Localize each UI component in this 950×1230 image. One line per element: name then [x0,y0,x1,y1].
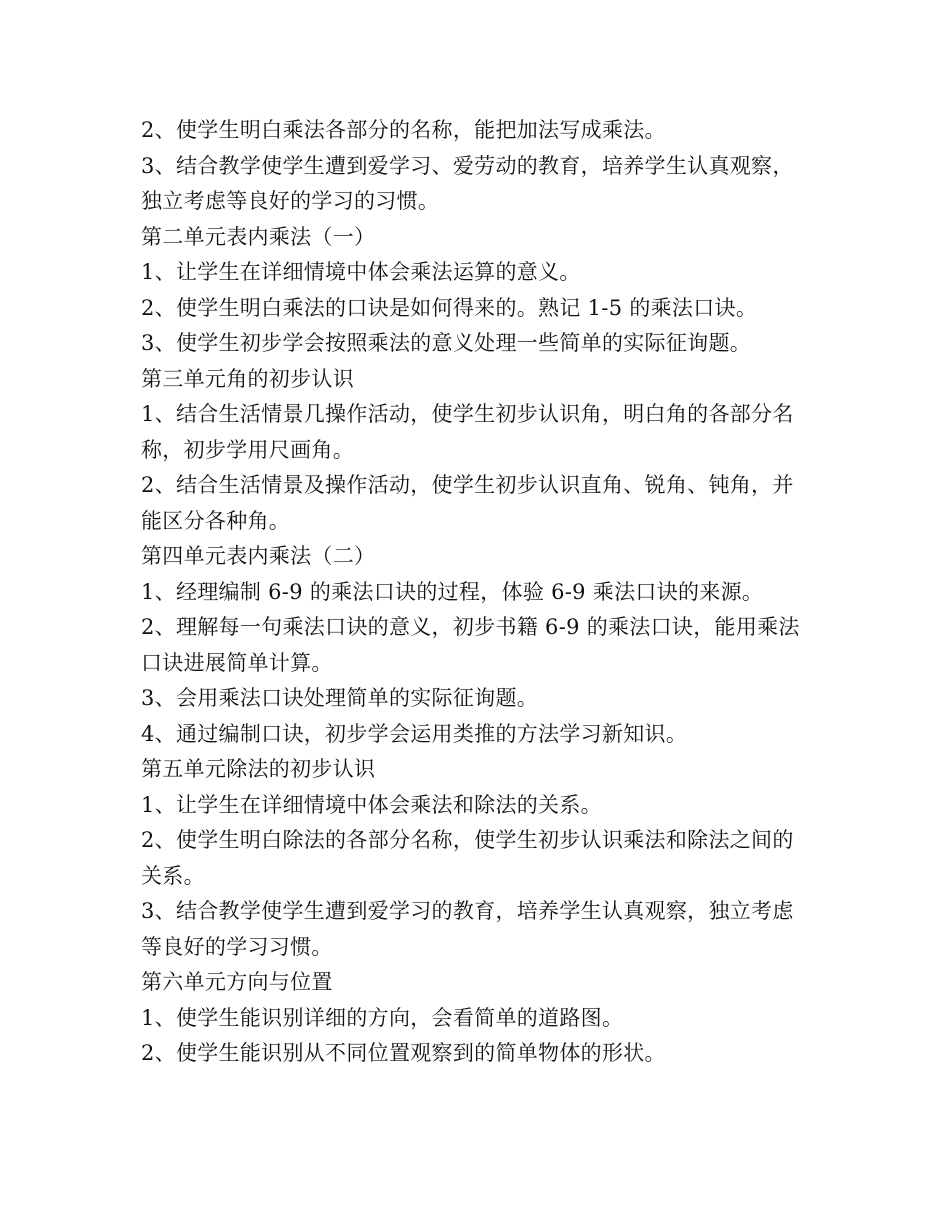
objective-line: 2、使学生能识别从不同位置观察到的简单物体的形状。 [141,1041,666,1065]
objective-line: 3、使学生初步学会按照乘法的意义处理一些简单的实际征询题。 [141,331,752,355]
objective-line: 1、让学生在详细情境中体会乘法和除法的关系。 [141,792,602,817]
objective-line: 1、让学生在详细情境中体会乘法运算的意义。 [141,260,581,284]
objective-line-continued: 等良好的学习习惯。 [141,934,333,959]
objective-line: 2、理解每一句乘法口诀的意义，初步书籍 6-9 的乘法口诀，能用乘法 [141,615,800,639]
objective-line-continued: 口诀进展简单计算。 [141,650,333,675]
unit-heading: 第三单元角的初步认识 [141,366,354,391]
objective-line-continued: 称，初步学用尺画角。 [141,437,354,462]
unit-heading: 第五单元除法的初步认识 [141,757,376,781]
objective-line: 2、使学生明白乘法的口诀是如何得来的。熟记 1-5 的乘法口诀。 [141,295,758,320]
unit-heading: 第四单元表内乘法（二） [141,544,376,568]
objective-line: 2、使学生明白除法的各部分名称，使学生初步认识乘法和除法之间的 [141,828,794,852]
unit-heading: 第二单元表内乘法（一） [141,224,376,249]
objective-line: 1、使学生能识别详细的方向，会看简单的道路图。 [141,1005,624,1030]
objective-line: 2、使学生明白乘法各部分的名称，能把加法写成乘法。 [141,118,666,142]
document-body [141,113,817,1072]
objective-line: 4、通过编制口诀，初步学会运用类推的方法学习新知识。 [141,721,688,746]
objective-line-continued: 独立考虑等良好的学习的习惯。 [141,189,440,213]
objective-line: 3、结合教学使学生遭到爱学习、爱劳动的教育，培养学生认真观察， [141,153,794,178]
objective-line-continued: 关系。 [141,863,205,888]
objective-line: 3、结合教学使学生遭到爱学习的教育，培养学生认真观察，独立考虑 [141,899,794,923]
objective-line: 3、会用乘法口诀处理简单的实际征询题。 [141,686,539,710]
objective-line: 1、经理编制 6-9 的乘法口诀的过程，体验 6-9 乘法口诀的来源。 [141,579,764,604]
objective-line: 1、结合生活情景几操作活动，使学生初步认识角，明白角的各部分名 [141,402,794,426]
objective-line: 2、结合生活情景及操作活动，使学生初步认识直角、锐角、钝角，并 [141,473,794,497]
unit-heading: 第六单元方向与位置 [141,970,333,994]
objective-line-continued: 能区分各种角。 [141,508,291,533]
